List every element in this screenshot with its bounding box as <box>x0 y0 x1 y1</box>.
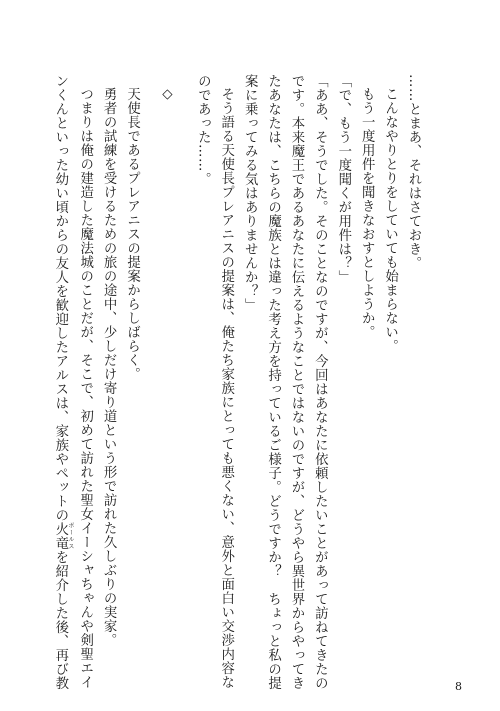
dialogue-line: 案に乗ってみる気はありませんか？」 <box>242 74 258 312</box>
text-line: もう一度用件を聞きなおすとしようか。 <box>359 87 375 339</box>
text-segment: ンくんといった幼い頃からの友人を歓迎したアルスは、家族やペットの <box>52 74 68 522</box>
page-number: 8 <box>455 680 462 693</box>
text-segment: を紹介した後、再び教 <box>52 550 68 690</box>
blank-line <box>144 74 156 674</box>
blank-line <box>179 74 191 674</box>
text-line: ……とまあ、それはさておき。 <box>406 74 421 270</box>
text-line: こんなやりとりをしていても始まらない。 <box>382 87 398 353</box>
text-line: そう語る天使長プレアニスの提案は、俺たち家族にとっても悪くない、意外と面白い交渉内容な <box>218 87 234 689</box>
dialogue-line: たあなたは、こちらの魔族とは違った考え方を持っているご様子。どうですか？ ちょっと私の提 <box>265 74 281 690</box>
text-line: 天使長であるプレアニスの提案からしばらく。 <box>124 87 140 381</box>
ruby-reading: ボールス <box>66 522 74 550</box>
text-line: のであった……。 <box>195 74 211 186</box>
dialogue-line: 「で、もう一度聞くが用件は？」 <box>335 74 351 284</box>
text-line: 勇者の試練を受けるための旅の途中、少しだけ寄り道という形で訪れた久しぶりの実家。 <box>101 87 117 647</box>
dialogue-line: です。本来魔王であるあなたに伝えるようなことではないのですが、どうやら異世界からやってき <box>288 74 304 690</box>
section-break-diamond: ◇ <box>159 87 175 103</box>
text-line-with-ruby <box>48 74 74 690</box>
ruby-base: 火竜 <box>52 522 68 550</box>
vertical-text-body <box>48 74 425 690</box>
ruby-annotation <box>52 522 74 550</box>
text-line: つまりは俺の建造した魔法城のことだが、そこで、初めて訪れた聖女イーシャちゃんや剣聖エイ <box>77 87 93 689</box>
dialogue-line: 「ああ、そうでした。そのことなのですが、今回はあなたに依頼したいことがあって訪ねてきたの <box>312 74 328 690</box>
